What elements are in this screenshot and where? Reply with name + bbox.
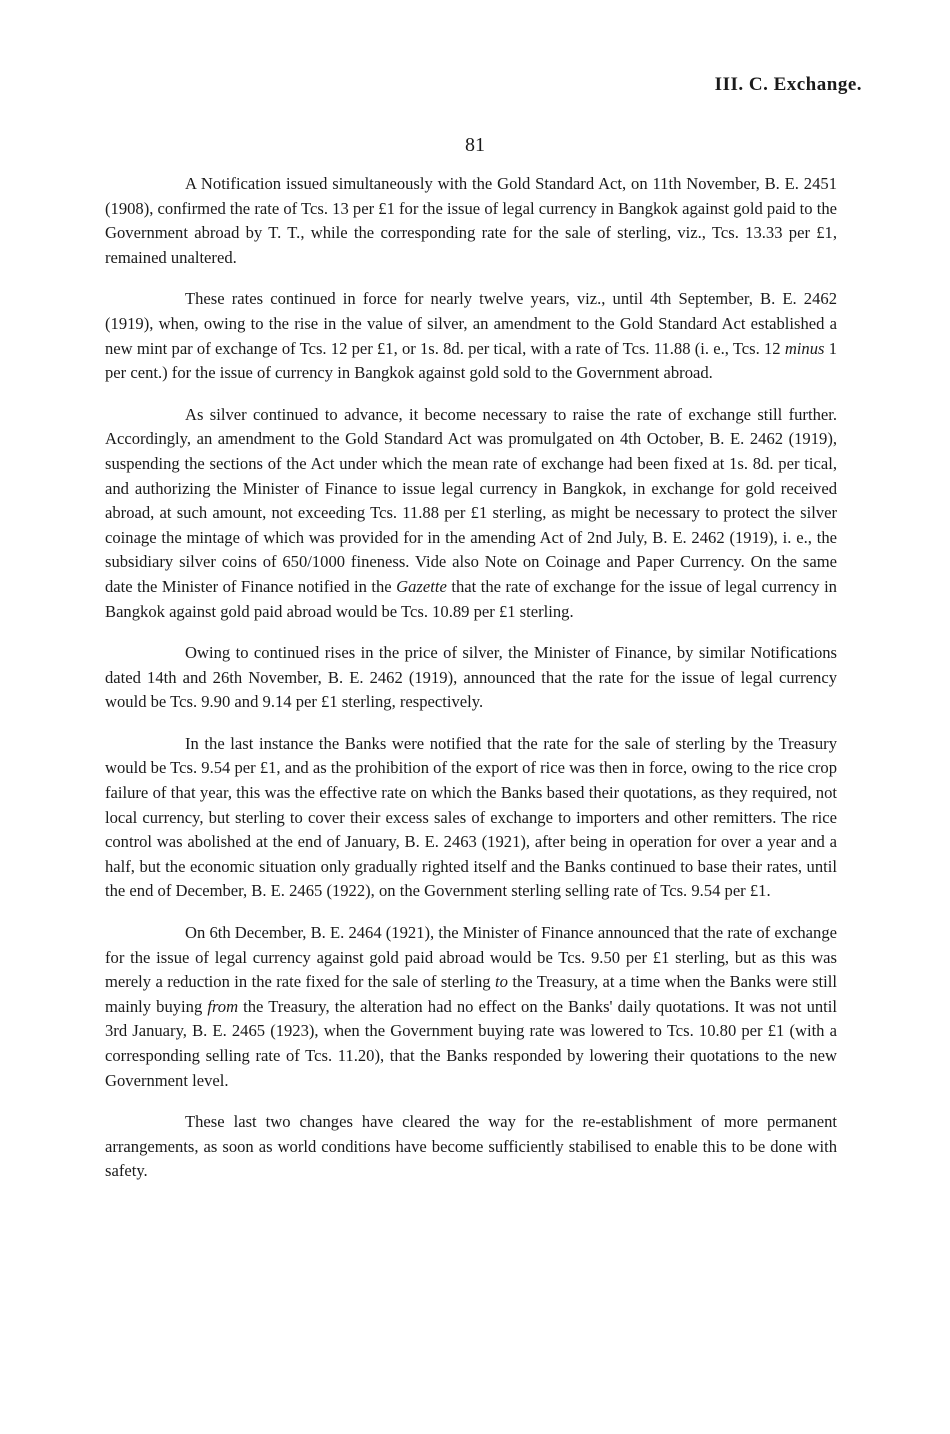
paragraph-4: Owing to continued rises in the price of silver, the Minister of Finance, by similar Notifications dated 14th and 26th November, B. E. 2462 (1919), announced that the rate for the issue of legal currency would be Tcs. 9.90 and 9.14 per £1 sterling, respectively. <box>105 643 837 712</box>
paragraph-6-text-b: the Treasury, at a time when the Banks were still mainly buying <box>105 972 837 1016</box>
paragraph-2-text-a: These rates continued in force for nearly twelve years, viz., until 4th September, B. E. 2462 (1919), when, owing to the rise in the value of silver, an amendment to the Gold Standard Act established a new mint par of exchange of Tcs. 12 per £1, or 1s. 8d. per tical, with a rate of Tcs. 11.88 (i. e., Tcs. 12 <box>105 289 837 358</box>
paragraph-2-italic: minus <box>784 338 825 358</box>
paragraph-3-text-a: As silver continued to advance, it become necessary to raise the rate of exchange still further. Accordingly, an amendment to the Gold Standard Act was promulgated on 4th October, B. E. 2462 (1919), suspending the sections of the Act under which the mean rate of exchange had been fixed at 1s. 8d. per tical, and authorizing the Minister of Finance to issue legal currency in Bangkok, in exchange for gold received abroad, at such amount, not exceeding Tcs. 11.88 per £1 sterling, as might be necessary to protect the silver coinage the mintage of which was provided for in the amending Act of 2nd July, B. E. 2462 (1919), i. e., the subsidiary silver coins of 650/1000 fineness. Vide also Note on Coinage and Paper Currency. On the same date the Minister of Finance notified in the <box>105 404 837 596</box>
paragraph-6-text-a: On 6th December, B. E. 2464 (1921), the Minister of Finance announced that the rate of exchange for the issue of legal currency against gold paid abroad would be Tcs. 9.50 per £1 sterling, but as this was merely a reduction in the rate fixed for the sale of sterling <box>105 923 837 992</box>
paragraph-2 <box>105 287 837 385</box>
paragraph-6-italic-a: to <box>495 972 508 992</box>
paragraph-6 <box>105 921 837 1093</box>
paragraph-3 <box>105 403 837 624</box>
paragraph-1: A Notification issued simultaneously with the Gold Standard Act, on 11th November, B. E. 2451 (1908), confirmed the rate of Tcs. 13 per £1 for the issue of legal currency in Bangkok against gold paid to the Government abroad by T. T., while the corresponding rate for the sale of sterling, viz., Tcs. 13.33 per £1, remained unaltered. <box>105 174 837 267</box>
page-number: 81 <box>465 134 485 156</box>
paragraph-7: These last two changes have cleared the way for the re-establishment of more permanent arrangements, as soon as world conditions have become sufficiently stabilised to enable this to be done with safety. <box>105 1112 837 1181</box>
paragraph-3-text-b: that the rate of exchange for the issue of legal currency in Bangkok against gold paid abroad would be Tcs. 10.89 per £1 sterling. <box>105 576 837 621</box>
paragraph-3-italic: Gazette <box>396 576 447 596</box>
paragraph-6-text-c: the Treasury, the alteration had no effect on the Banks' daily quotations. It was not until 3rd January, B. E. 2465 (1923), when the Government buying rate was lowered to Tcs. 10.80 per £1 (with a corresponding selling rate of Tcs. 11.20), that the Banks responded by lowering their quotations to the new Government level. <box>105 996 838 1090</box>
body-text <box>105 172 837 1201</box>
paragraph-6-italic-b: from <box>207 996 239 1016</box>
section-heading: III. C. Exchange. <box>714 74 862 95</box>
paragraph-2-text-b: 1 per cent.) for the issue of currency in Bangkok against gold sold to the Government abroad. <box>105 338 837 383</box>
paragraph-5: In the last instance the Banks were notified that the rate for the sale of sterling by the Treasury would be Tcs. 9.54 per £1, and as the prohibition of the export of rice was then in force, owing to the rice crop failure of that year, this was the effective rate on which the Banks based their quotations, as they required, not local currency, but sterling to cover their excess sales of exchange to importers and other remitters. The rice control was abolished at the end of January, B. E. 2463 (1921), after being in operation for over a year and a half, but the economic situation only gradually righted itself and the Banks continued to base their rates, until the end of December, B. E. 2465 (1922), on the Government sterling selling rate of Tcs. 9.54 per £1. <box>105 733 837 901</box>
